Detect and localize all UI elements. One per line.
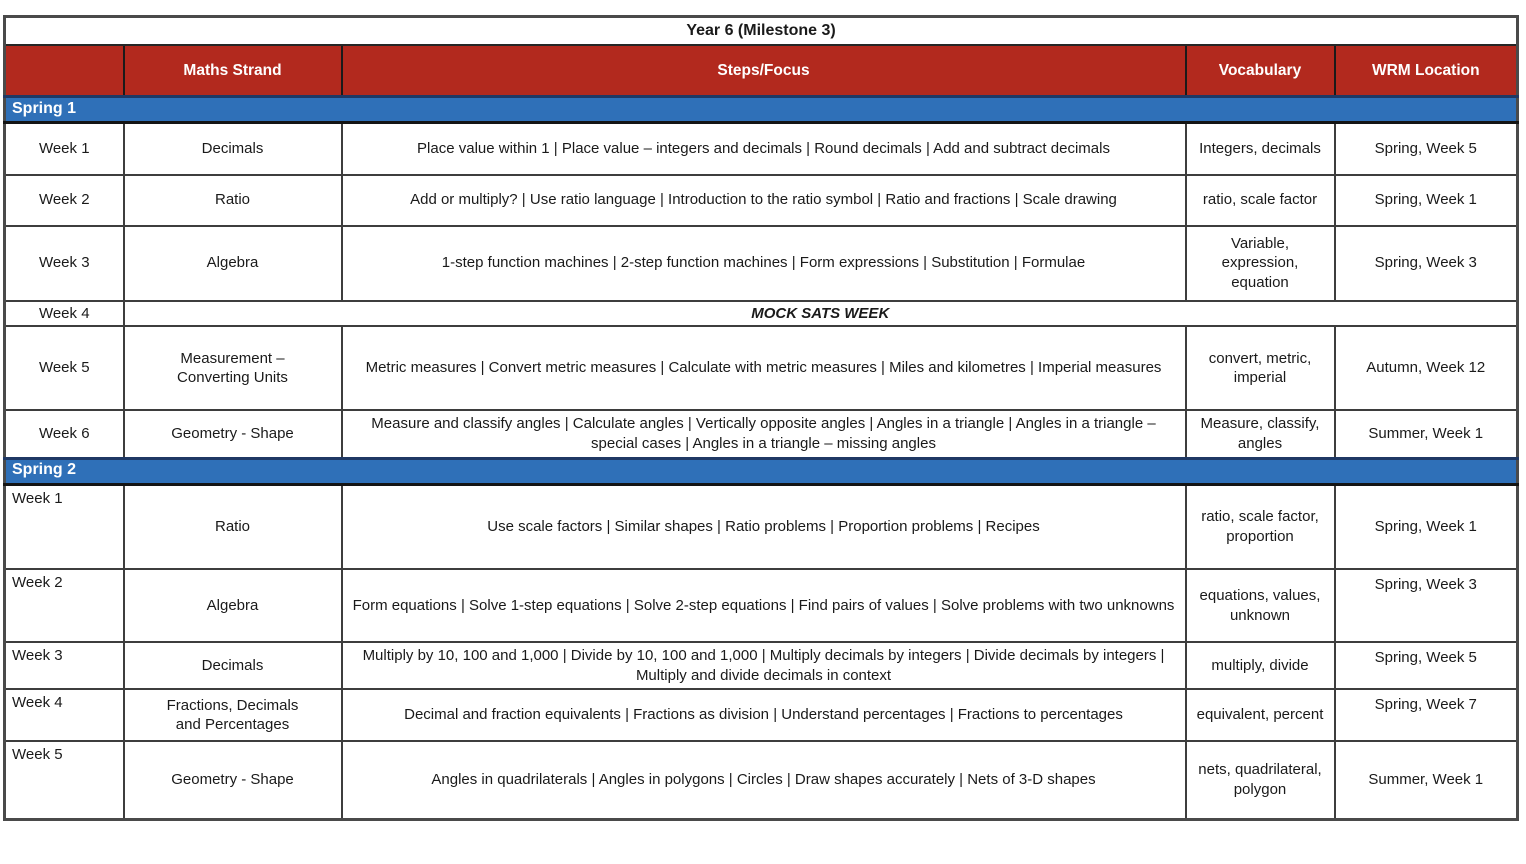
week-cell: Week 3: [5, 226, 124, 301]
steps-cell: Decimal and fraction equivalents | Fractions as division | Understand percentages | Fractions to percentages: [342, 689, 1186, 741]
table-row: [5, 226, 1518, 301]
vocabulary-cell: ratio, scale factor, proportion: [1186, 484, 1335, 569]
steps-cell: Form equations | Solve 1-step equations | Solve 2-step equations | Find pairs of values | Solve problems with two unknowns: [342, 569, 1186, 642]
wrm-cell: Summer, Week 1: [1335, 741, 1518, 819]
strand-cell: Geometry - Shape: [124, 741, 342, 819]
vocabulary-cell: ratio, scale factor: [1186, 175, 1335, 226]
section-header: Spring 1: [5, 97, 1518, 123]
strand-cell: Algebra: [124, 226, 342, 301]
week-cell: Week 5: [5, 741, 124, 819]
table-row: [5, 410, 1518, 458]
col-header-wrm-location: WRM Location: [1335, 45, 1518, 97]
week-cell: Week 2: [5, 569, 124, 642]
curriculum-table: [3, 15, 1519, 821]
wrm-cell: Summer, Week 1: [1335, 410, 1518, 458]
week-cell: Week 1: [5, 484, 124, 569]
strand-cell: Decimals: [124, 642, 342, 689]
title-row: [5, 17, 1518, 46]
vocabulary-cell: equations, values, unknown: [1186, 569, 1335, 642]
table-row: [5, 123, 1518, 175]
col-header-maths-strand: Maths Strand: [124, 45, 342, 97]
steps-cell: Angles in quadrilaterals | Angles in polygons | Circles | Draw shapes accurately | Nets of 3-D shapes: [342, 741, 1186, 819]
table-row: [5, 484, 1518, 569]
col-header-vocabulary: Vocabulary: [1186, 45, 1335, 97]
week-cell: Week 1: [5, 123, 124, 175]
wrm-cell: Spring, Week 5: [1335, 642, 1518, 689]
strand-cell: Decimals: [124, 123, 342, 175]
week-cell: Week 3: [5, 642, 124, 689]
week-cell: Week 6: [5, 410, 124, 458]
steps-cell: Use scale factors | Similar shapes | Ratio problems | Proportion problems | Recipes: [342, 484, 1186, 569]
vocabulary-cell: convert, metric, imperial: [1186, 326, 1335, 410]
strand-cell: Fractions, Decimals and Percentages: [124, 689, 342, 741]
steps-cell: Measure and classify angles | Calculate angles | Vertically opposite angles | Angles in a triangle | Angles in a triangle – special cases | Angles in a triangle – missing angles: [342, 410, 1186, 458]
wrm-cell: Spring, Week 1: [1335, 484, 1518, 569]
strand-cell: Algebra: [124, 569, 342, 642]
wrm-cell: Spring, Week 3: [1335, 569, 1518, 642]
vocabulary-cell: Integers, decimals: [1186, 123, 1335, 175]
vocabulary-cell: equivalent, percent: [1186, 689, 1335, 741]
week-cell: Week 4: [5, 689, 124, 741]
page-title: Year 6 (Milestone 3): [5, 17, 1518, 46]
vocabulary-cell: Variable, expression, equation: [1186, 226, 1335, 301]
vocabulary-cell: nets, quadrilateral, polygon: [1186, 741, 1335, 819]
strand-cell: Geometry - Shape: [124, 410, 342, 458]
table-row: [5, 642, 1518, 689]
table-row: [5, 326, 1518, 410]
table-row: [5, 569, 1518, 642]
wrm-cell: Spring, Week 3: [1335, 226, 1518, 301]
vocabulary-cell: multiply, divide: [1186, 642, 1335, 689]
week-cell: Week 5: [5, 326, 124, 410]
table-row: [5, 741, 1518, 819]
week-cell: Week 2: [5, 175, 124, 226]
strand-cell: Ratio: [124, 175, 342, 226]
steps-cell: 1-step function machines | 2-step function machines | Form expressions | Substitution | Formulae: [342, 226, 1186, 301]
strand-cell: Measurement – Converting Units: [124, 326, 342, 410]
col-header-week: [5, 45, 124, 97]
header-row: [5, 45, 1518, 97]
table-row: [5, 175, 1518, 226]
section-row: [5, 458, 1518, 484]
section-row: [5, 97, 1518, 123]
steps-cell: Place value within 1 | Place value – integers and decimals | Round decimals | Add and subtract decimals: [342, 123, 1186, 175]
table-row: [5, 689, 1518, 741]
section-header: Spring 2: [5, 458, 1518, 484]
steps-cell: Multiply by 10, 100 and 1,000 | Divide by 10, 100 and 1,000 | Multiply decimals by integers | Divide decimals by integers | Multiply and divide decimals in context: [342, 642, 1186, 689]
steps-cell: Add or multiply? | Use ratio language | Introduction to the ratio symbol | Ratio and fractions | Scale drawing: [342, 175, 1186, 226]
wrm-cell: Spring, Week 1: [1335, 175, 1518, 226]
wrm-cell: Spring, Week 5: [1335, 123, 1518, 175]
mock-week-cell: MOCK SATS WEEK: [124, 301, 1518, 327]
col-header-steps-focus: Steps/Focus: [342, 45, 1186, 97]
wrm-cell: Autumn, Week 12: [1335, 326, 1518, 410]
table-row: [5, 301, 1518, 327]
week-cell: Week 4: [5, 301, 124, 327]
vocabulary-cell: Measure, classify, angles: [1186, 410, 1335, 458]
wrm-cell: Spring, Week 7: [1335, 689, 1518, 741]
strand-cell: Ratio: [124, 484, 342, 569]
steps-cell: Metric measures | Convert metric measures | Calculate with metric measures | Miles and kilometres | Imperial measures: [342, 326, 1186, 410]
